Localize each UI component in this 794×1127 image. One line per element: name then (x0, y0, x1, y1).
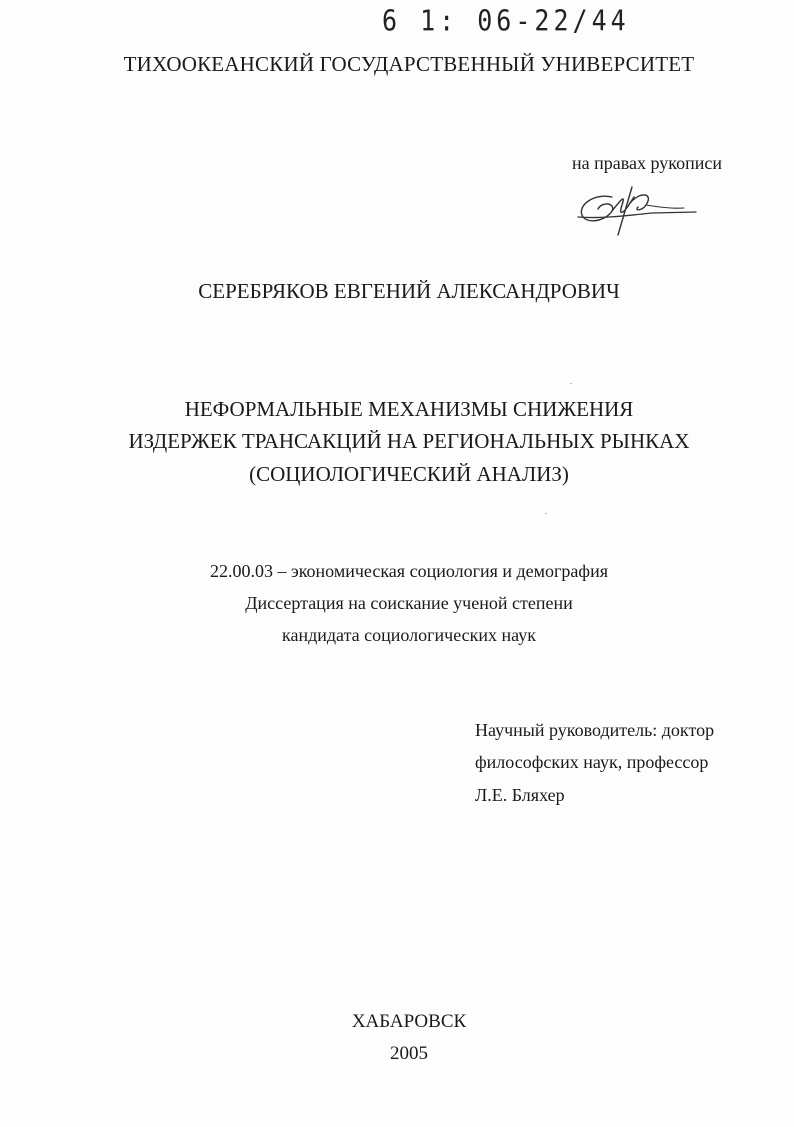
scan-speck (570, 383, 572, 384)
city: ХАБАРОВСК (351, 1011, 467, 1032)
dissertation-title-line-3: (СОЦИОЛОГИЧЕСКИЙ АНАЛИЗ) (249, 462, 569, 486)
degree-name: кандидата социологических наук (282, 625, 536, 645)
handwritten-signature (572, 183, 702, 238)
year: 2005 (390, 1043, 428, 1064)
author-name: СЕРЕБРЯКОВ ЕВГЕНИЙ АЛЕКСАНДРОВИЧ (198, 279, 620, 303)
supervisor-line-1: Научный руководитель: доктор (475, 720, 715, 740)
scan-speck (545, 513, 547, 514)
archive-stamp-code: 6 1: 06-22/44 (382, 4, 630, 38)
supervisor-line-2: философских наук, профессор (475, 752, 709, 772)
manuscript-note: на правах рукописи (572, 153, 722, 173)
supervisor-name: Л.Е. Бляхер (475, 785, 565, 805)
degree-purpose: Диссертация на соискание ученой степени (245, 593, 573, 613)
specialty-code: 22.00.03 – экономическая социология и демография (209, 561, 608, 581)
dissertation-title-line-2: ИЗДЕРЖЕК ТРАНСАКЦИЙ НА РЕГИОНАЛЬНЫХ РЫНКАХ (128, 429, 690, 453)
dissertation-title-line-1: НЕФОРМАЛЬНЫЕ МЕХАНИЗМЫ СНИЖЕНИЯ (184, 397, 634, 421)
university-name: ТИХООКЕАНСКИЙ ГОСУДАРСТВЕННЫЙ УНИВЕРСИТЕТ (123, 52, 695, 76)
